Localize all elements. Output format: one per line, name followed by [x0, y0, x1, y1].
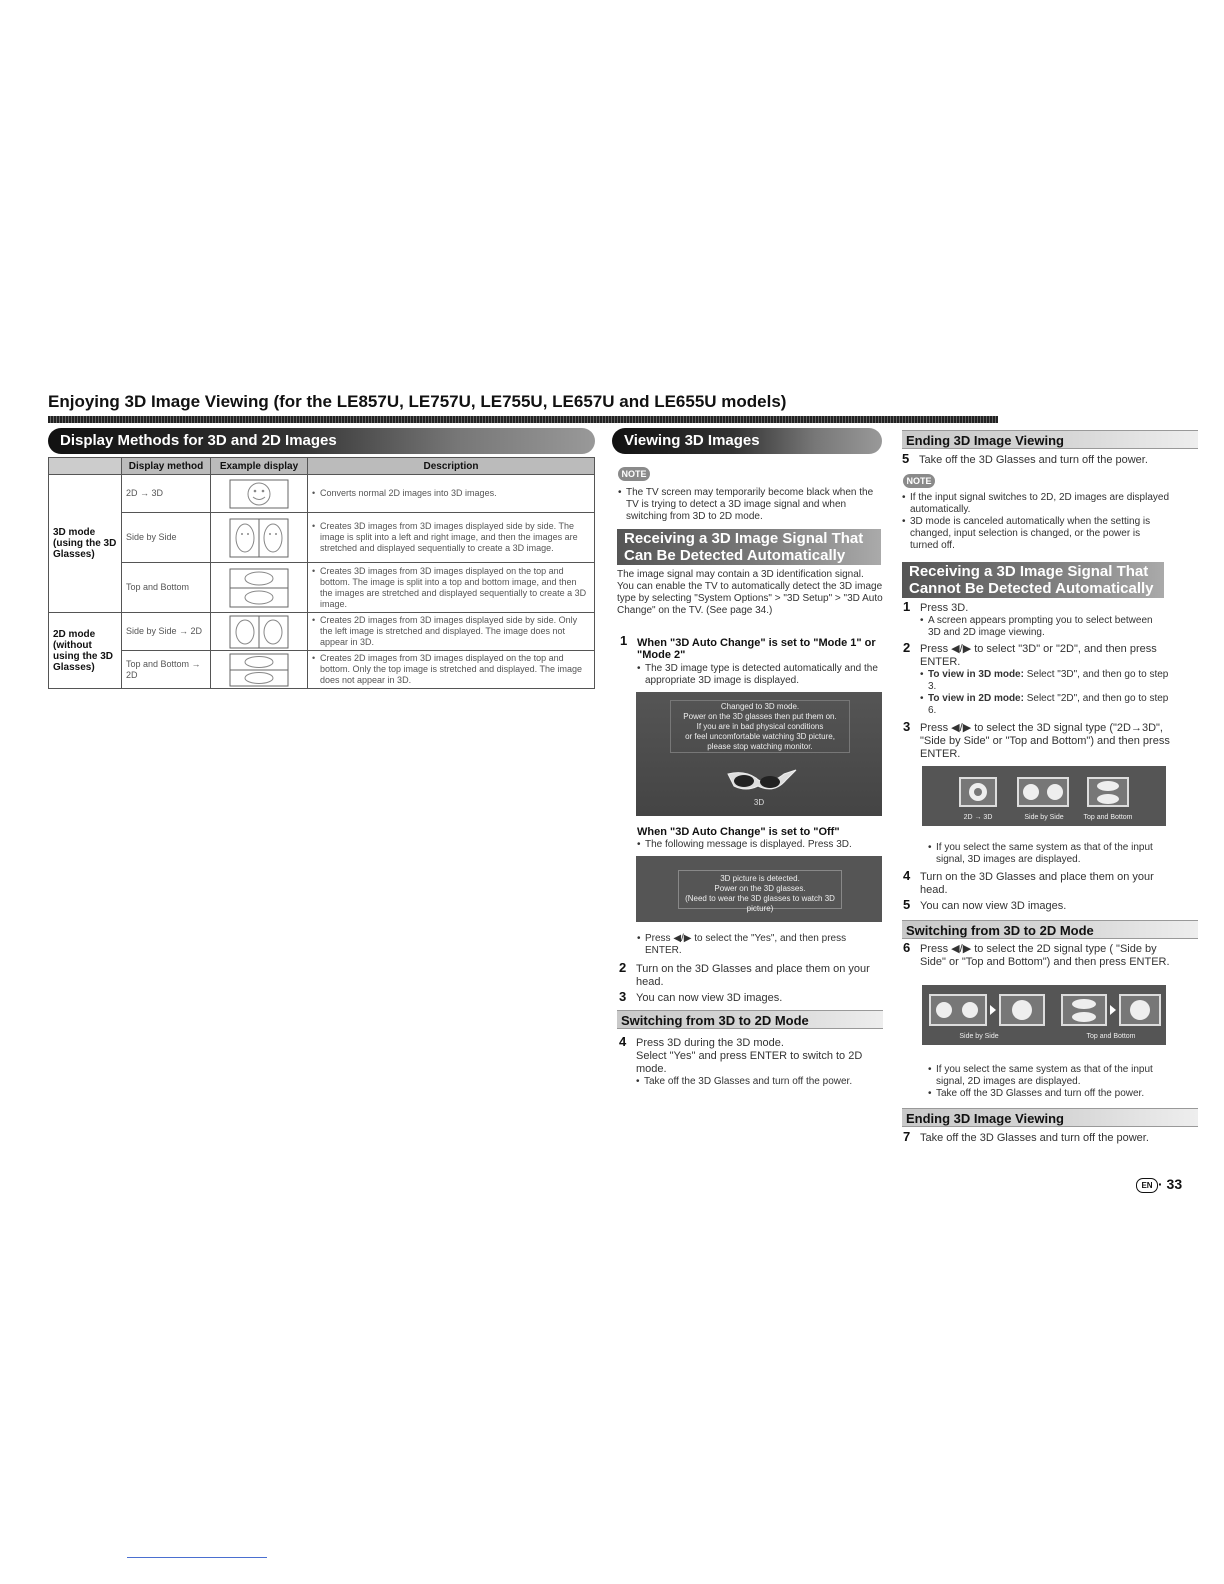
step-number: 2	[619, 960, 627, 975]
step-4-line2: Select "Yes" and press ENTER to switch to 2D mode.	[636, 1050, 863, 1075]
mode-2d-cell: 2D mode (without using the 3D Glasses)	[49, 613, 122, 689]
page-number-text: · 33	[1158, 1176, 1183, 1192]
manual-step-1-text: Press 3D.	[920, 602, 969, 614]
example-cell	[211, 613, 308, 651]
note-badge: NOTE	[903, 474, 935, 488]
message-line: If you are in bad physical conditions	[696, 722, 824, 731]
step-number: 1	[903, 599, 911, 614]
description-text: • Creates 3D images from 3D images displayed on the top and bottom. The image is split into a top and bottom image, and then the images are stretched and displayed sequentially to create a 3D image.	[312, 566, 590, 610]
auto-change-off-bullet: • The following message is displayed. Press 3D.	[637, 839, 881, 851]
ending-heading: Ending 3D Image Viewing	[902, 430, 1198, 449]
message-line: Changed to 3D mode.	[720, 702, 800, 711]
description-cell	[308, 475, 595, 513]
viewing-heading: Viewing 3D Images	[612, 428, 882, 454]
step-3-text: You can now view 3D images.	[636, 992, 783, 1004]
example-cell	[211, 475, 308, 513]
bullet-label: To view in 3D mode:	[928, 669, 1024, 680]
description-cell	[308, 651, 595, 689]
step-number: 6	[903, 940, 911, 955]
description-cell	[308, 563, 595, 613]
description-cell	[308, 613, 595, 651]
auto-change-off	[637, 826, 881, 851]
step-3	[619, 989, 882, 1005]
detected-screen	[636, 856, 882, 922]
step-number: 1	[620, 633, 628, 648]
display-methods-heading: Display Methods for 3D and 2D Images	[48, 428, 595, 454]
bullet-text: Select "3D", and then go to step 3.	[928, 669, 1169, 692]
3d-glasses-icon	[724, 768, 798, 794]
header-description: Description	[308, 458, 595, 475]
step-4	[619, 1034, 882, 1088]
right-note: • 3D mode is canceled automatically when the setting is changed, input selection is changed, or the power is turned off.	[902, 516, 1170, 552]
auto-change-off-title: When "3D Auto Change" is set to "Off"	[637, 826, 840, 838]
step-4-line1: Press 3D during the 3D mode.	[636, 1037, 784, 1049]
message-line: (Need to wear the 3D glasses to watch 3D picture)	[685, 894, 835, 913]
footer-line	[127, 1557, 267, 1558]
option-label: 2D → 3D	[963, 814, 993, 821]
press-yes	[637, 933, 881, 957]
switch-heading: Switching from 3D to 2D Mode	[617, 1010, 883, 1029]
step-4-bullet: • Take off the 3D Glasses and turn off the power.	[636, 1076, 882, 1088]
right-notes	[902, 492, 1170, 552]
manual-step-2-bullet-2d	[920, 693, 1170, 717]
side-by-side-2d-example-icon	[229, 615, 289, 649]
title-rule	[48, 416, 998, 423]
method-cell: Side by Side → 2D	[122, 613, 211, 651]
method-cell: Top and Bottom	[122, 563, 211, 613]
step-1	[620, 633, 881, 687]
method-cell: Side by Side	[122, 513, 211, 563]
detected-message	[678, 870, 842, 913]
right-step-5-text: Take off the 3D Glasses and turn off the power.	[919, 454, 1148, 466]
message-line: Power on the 3D glasses then put them on.	[683, 712, 837, 721]
note-badge: NOTE	[618, 467, 650, 481]
example-cell	[211, 651, 308, 689]
manual-step-6	[903, 940, 1170, 969]
right-note: • If the input signal switches to 2D, 2D images are displayed automatically.	[902, 492, 1170, 516]
option-label: Side by Side	[959, 1033, 999, 1040]
step-number: 5	[903, 897, 911, 912]
right-switch-heading: Switching from 3D to 2D Mode	[902, 920, 1198, 939]
option-label: Side by Side	[1024, 814, 1064, 821]
step-1-bullet: • The 3D image type is detected automatically and the appropriate 3D image is displayed.	[637, 663, 881, 687]
viewing-note	[618, 487, 880, 523]
page-title: Enjoying 3D Image Viewing (for the LE857U, LE757U, LE755U, LE657U and LE655U models)	[48, 392, 787, 411]
lang-badge: EN	[1136, 1178, 1158, 1193]
manual-step-4	[903, 868, 1170, 897]
manual-step-5	[903, 897, 1170, 913]
message-line: or feel uncomfortable watching 3D picture,	[685, 732, 835, 741]
description-cell	[308, 513, 595, 563]
top-bottom-2d-example-icon	[229, 653, 289, 687]
example-cell	[211, 563, 308, 613]
method-cell: Top and Bottom → 2D	[122, 651, 211, 689]
bullet-label: To view in 2D mode:	[928, 693, 1024, 704]
step-number: 2	[903, 640, 911, 655]
description-text: • Creates 2D images from 3D images displayed on the top and bottom. Only the top image is stretched and displayed. The image does not appear in 3D.	[312, 653, 590, 686]
manual-step-6-bullets	[928, 1064, 1168, 1100]
manual-step-2-text: Press ◀/▶ to select "3D" or "2D", and then press ENTER.	[920, 643, 1157, 668]
step-1-title: When "3D Auto Change" is set to "Mode 1" or "Mode 2"	[637, 637, 876, 661]
display-methods-table	[48, 457, 595, 689]
manual-step-7-text: Take off the 3D Glasses and turn off the power.	[920, 1132, 1149, 1144]
manual-step-2-bullet-3d	[920, 669, 1170, 693]
auto-change-screen	[636, 692, 882, 816]
blank-header	[49, 458, 122, 475]
side-by-side-example-icon	[229, 518, 289, 558]
manual-step-1	[903, 599, 1168, 639]
step-number: 4	[619, 1034, 627, 1049]
step-2	[619, 960, 882, 989]
description-text: • Creates 3D images from 3D images displayed side by side. The image is split into a left and right image, and then the images are stretched and displayed sequentially to create a 3D image.	[312, 521, 590, 554]
step-number: 5	[902, 451, 910, 466]
auto-change-message	[670, 700, 850, 753]
bullet-text: Select "2D", and then go to step 6.	[928, 693, 1169, 716]
manual-step-7	[903, 1129, 1180, 1145]
message-line: 3D picture is detected.	[720, 874, 800, 883]
auto-detect-intro: The image signal may contain a 3D identification signal. You can enable the TV to automatically detect the 3D image type by selecting "System Options" > "3D Setup" > "3D Auto Change" on the TV. (See page 34.)	[617, 569, 883, 616]
step-number: 3	[903, 719, 911, 734]
page-number	[1136, 1176, 1182, 1193]
step-number: 3	[619, 989, 627, 1004]
smiley-example-icon	[229, 479, 289, 509]
ending-heading-2: Ending 3D Image Viewing	[902, 1108, 1198, 1127]
example-cell	[211, 513, 308, 563]
auto-detect-heading: Receiving a 3D Image Signal That Can Be Detected Automatically	[617, 529, 881, 565]
3d-label: 3D	[753, 798, 765, 807]
option-label: Top and Bottom	[1086, 1033, 1136, 1040]
step-number: 4	[903, 868, 911, 883]
manual-step-3	[903, 719, 1170, 761]
method-cell: 2D → 3D	[122, 475, 211, 513]
manual-step-4-text: Turn on the 3D Glasses and place them on your head.	[920, 871, 1154, 896]
bullet-text: • Take off the 3D Glasses and turn off the power.	[928, 1088, 1168, 1100]
manual-step-2	[903, 640, 1170, 717]
viewing-note-text: • The TV screen may temporarily become black when the TV is trying to detect a 3D image signal and when switching from 3D to 2D mode.	[618, 487, 880, 523]
mode-3d-cell: 3D mode (using the 3D Glasses)	[49, 475, 122, 613]
press-yes-text: • Press ◀/▶ to select the "Yes", and then press ENTER.	[637, 933, 881, 957]
manual-step-3-bullet	[928, 842, 1168, 866]
header-example-display: Example display	[211, 458, 308, 475]
top-bottom-example-icon	[229, 568, 289, 608]
step-number: 7	[903, 1129, 911, 1144]
2d-signal-select-screen	[922, 985, 1166, 1045]
header-display-method: Display method	[122, 458, 211, 475]
message-line: Power on the 3D glasses.	[714, 884, 806, 893]
option-label: Top and Bottom	[1083, 814, 1133, 821]
description-text: • Converts normal 2D images into 3D images.	[312, 488, 590, 499]
message-line: please stop watching monitor.	[707, 742, 813, 751]
manual-heading: Receiving a 3D Image Signal That Cannot Be Detected Automatically	[902, 562, 1164, 598]
description-text: • Creates 2D images from 3D images displayed side by side. Only the left image is stretched and displayed. The image does not appear in 3D.	[312, 615, 590, 648]
bullet-text: • If you select the same system as that of the input signal, 2D images are displayed.	[928, 1064, 1168, 1088]
bullet-text: • If you select the same system as that of the input signal, 3D images are displayed.	[928, 842, 1168, 866]
manual-step-5-text: You can now view 3D images.	[920, 900, 1067, 912]
manual-step-1-bullet: • A screen appears prompting you to select between 3D and 2D image viewing.	[920, 615, 1168, 639]
step-2-text: Turn on the 3D Glasses and place them on your head.	[636, 963, 870, 988]
manual-step-6-text: Press ◀/▶ to select the 2D signal type ( "Side by Side" or "Top and Bottom") and then press ENTER.	[920, 943, 1170, 968]
right-step-5	[902, 451, 1199, 467]
manual-step-3-text: Press ◀/▶ to select the 3D signal type ("2D→3D", "Side by Side" or "Top and Bottom") and then press ENTER.	[920, 722, 1170, 760]
3d-signal-select-screen	[922, 766, 1166, 826]
